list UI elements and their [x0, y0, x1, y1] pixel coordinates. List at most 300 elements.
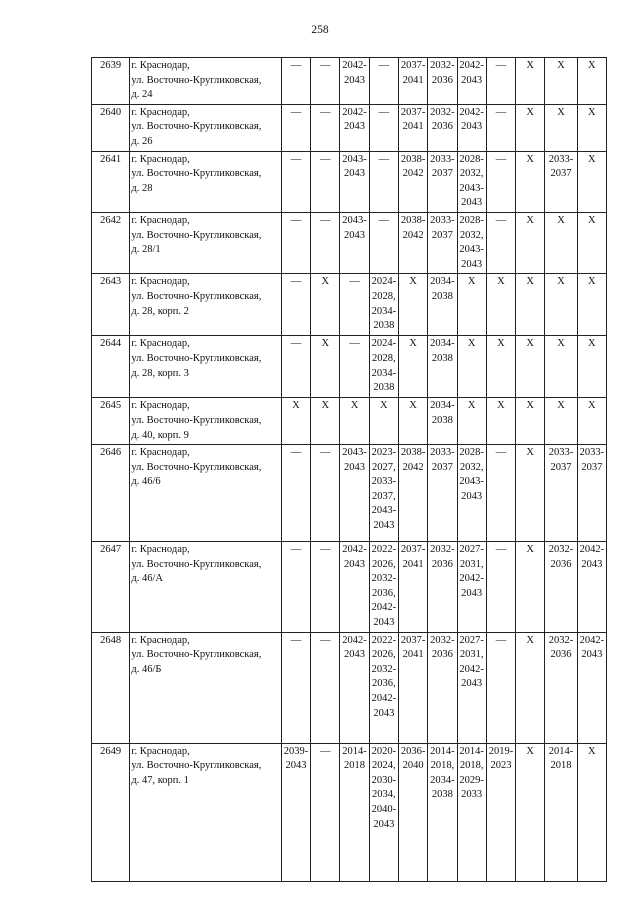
- period-cell: [281, 336, 310, 398]
- period-cell: [398, 542, 427, 633]
- period-cell: [577, 632, 606, 743]
- period-line: 2040: [402, 760, 424, 772]
- period-line: 2033-: [371, 476, 397, 488]
- period-line: X: [292, 400, 300, 412]
- period-line: —: [378, 214, 390, 226]
- address-line: г. Краснодар,: [131, 745, 190, 757]
- address-line: ул. Восточно-Кругликовская,: [131, 229, 262, 241]
- period-cell: [340, 274, 369, 336]
- period-cell: [281, 743, 310, 881]
- period-line: 2033-: [430, 153, 455, 165]
- period-cell: [486, 743, 515, 881]
- period-cell: [428, 274, 457, 336]
- period-line: 2038-: [400, 447, 426, 459]
- period-line: 2014-: [459, 745, 484, 757]
- period-cell: [516, 445, 545, 542]
- period-cell: [340, 151, 369, 212]
- period-line: —: [495, 60, 507, 71]
- period-line: 2028,: [372, 352, 396, 364]
- period-line: —: [290, 447, 302, 459]
- period-line: 2043: [461, 587, 483, 599]
- period-cell: [311, 398, 340, 445]
- period-cell: [516, 104, 545, 151]
- period-line: 2037-: [400, 60, 426, 71]
- period-line: 2043: [373, 520, 395, 532]
- table-row: [92, 398, 607, 445]
- period-line: 2029-: [459, 774, 484, 786]
- address-line: д. 26: [131, 135, 153, 147]
- period-line: 2031,: [459, 649, 484, 661]
- period-cell: [398, 632, 427, 743]
- period-line: 2043: [344, 74, 366, 86]
- period-line: X: [588, 338, 596, 350]
- period-line: 2032-: [430, 60, 455, 71]
- period-cell: [577, 445, 606, 542]
- period-line: 2043: [344, 121, 366, 133]
- period-cell: [457, 274, 486, 336]
- address-line: д. 47, корп. 1: [131, 774, 189, 786]
- period-cell: [369, 632, 398, 743]
- period-cell: [516, 336, 545, 398]
- period-line: —: [349, 338, 360, 350]
- period-line: 2037: [431, 168, 453, 180]
- address-line: ул. Восточно-Кругликовская,: [131, 461, 262, 473]
- period-cell: [486, 212, 515, 273]
- period-line: X: [409, 338, 417, 350]
- period-line: 2043: [581, 649, 603, 661]
- period-line: X: [588, 214, 596, 226]
- period-line: X: [526, 745, 535, 757]
- address-cell: [130, 151, 281, 212]
- period-line: 2028-: [459, 153, 484, 165]
- period-cell: [486, 398, 515, 445]
- address-line: ул. Восточно-Кругликовская,: [131, 760, 262, 772]
- period-line: —: [378, 60, 390, 71]
- period-line: 2042-: [579, 544, 605, 556]
- period-cell: [398, 212, 427, 273]
- period-line: 2032,: [459, 168, 484, 180]
- period-cell: [516, 151, 545, 212]
- period-line: 2033: [461, 789, 483, 801]
- period-line: 2038: [373, 382, 395, 394]
- period-line: 2042-: [342, 60, 367, 71]
- period-cell: [311, 104, 340, 151]
- period-cell: [428, 336, 457, 398]
- row-number: 2641: [92, 151, 130, 212]
- period-line: 2036-: [400, 745, 426, 757]
- period-line: X: [526, 153, 535, 165]
- period-cell: [398, 151, 427, 212]
- period-line: 2038-: [400, 214, 426, 226]
- address-cell: [130, 632, 281, 743]
- period-line: 2043-: [342, 447, 367, 459]
- period-cell: [281, 104, 310, 151]
- period-line: —: [290, 544, 302, 556]
- period-line: X: [380, 400, 388, 412]
- period-cell: [577, 151, 606, 212]
- period-cell: [428, 542, 457, 633]
- period-line: 2043: [461, 258, 483, 270]
- period-line: X: [526, 60, 535, 71]
- period-cell: [577, 212, 606, 273]
- period-line: 2043: [344, 168, 366, 180]
- address-line: д. 40, корп. 9: [131, 429, 189, 441]
- row-number: 2647: [92, 542, 130, 633]
- period-cell: [369, 274, 398, 336]
- address-line: д. 28/1: [131, 244, 161, 256]
- period-line: 2027,: [372, 461, 396, 473]
- period-cell: [398, 445, 427, 542]
- period-line: X: [526, 400, 535, 412]
- period-cell: [340, 398, 369, 445]
- period-line: 2037-: [400, 106, 426, 118]
- period-cell: [457, 632, 486, 743]
- period-cell: [281, 542, 310, 633]
- address-line: д. 46/А: [131, 573, 163, 585]
- period-cell: [428, 212, 457, 273]
- period-line: X: [321, 338, 330, 350]
- address-line: г. Краснодар,: [131, 106, 190, 118]
- period-line: 2022-: [371, 634, 397, 646]
- row-number: 2639: [92, 58, 130, 105]
- period-line: 2043: [373, 707, 395, 719]
- page-number: 258: [311, 24, 329, 36]
- period-line: X: [409, 400, 417, 412]
- address-line: д. 46/Б: [131, 663, 162, 675]
- address-line: ул. Восточно-Кругликовская,: [131, 121, 262, 133]
- period-cell: [457, 743, 486, 881]
- period-line: —: [495, 634, 507, 646]
- period-cell: [340, 212, 369, 273]
- address-line: д. 46/6: [131, 476, 161, 488]
- period-line: —: [320, 544, 331, 556]
- period-line: 2043-: [459, 244, 484, 256]
- period-line: 2023-: [371, 447, 397, 459]
- period-line: 2043-: [371, 505, 397, 517]
- period-cell: [340, 104, 369, 151]
- period-cell: [577, 336, 606, 398]
- period-line: 2043: [461, 678, 483, 690]
- period-line: 2042-: [579, 634, 605, 646]
- table-row: [92, 104, 607, 151]
- period-cell: [545, 336, 577, 398]
- period-cell: [457, 151, 486, 212]
- period-cell: [545, 104, 577, 151]
- address-cell: [130, 445, 281, 542]
- row-number: 2648: [92, 632, 130, 743]
- period-line: 2043: [344, 558, 366, 570]
- period-line: 2042-: [371, 602, 397, 614]
- period-line: 2032,: [459, 461, 484, 473]
- period-line: 2024-: [371, 338, 397, 350]
- period-cell: [516, 632, 545, 743]
- period-line: 2036: [431, 74, 453, 86]
- period-line: 2026,: [372, 558, 396, 570]
- address-line: г. Краснодар,: [131, 276, 190, 288]
- period-cell: [577, 58, 606, 105]
- address-line: ул. Восточно-Кругликовская,: [131, 414, 262, 426]
- period-cell: [545, 542, 577, 633]
- period-line: 2041: [402, 558, 424, 570]
- address-line: г. Краснодар,: [131, 400, 190, 412]
- period-cell: [311, 445, 340, 542]
- address-cell: [130, 58, 281, 105]
- period-line: —: [320, 634, 331, 646]
- period-cell: [577, 274, 606, 336]
- address-line: г. Краснодар,: [131, 214, 190, 226]
- period-cell: [369, 445, 398, 542]
- period-cell: [486, 274, 515, 336]
- address-line: г. Краснодар,: [131, 153, 190, 165]
- table-row: [92, 632, 607, 743]
- period-line: 2034-: [430, 338, 455, 350]
- period-cell: [457, 212, 486, 273]
- period-cell: [516, 212, 545, 273]
- period-line: 2042: [402, 168, 424, 180]
- period-line: 2043: [461, 197, 483, 209]
- period-line: 2041: [402, 74, 424, 86]
- period-line: 2032-: [371, 573, 397, 585]
- period-line: —: [320, 447, 331, 459]
- period-cell: [457, 336, 486, 398]
- period-line: X: [497, 400, 505, 412]
- period-cell: [340, 445, 369, 542]
- period-line: 2037-: [400, 634, 426, 646]
- period-cell: [369, 58, 398, 105]
- period-cell: [369, 212, 398, 273]
- period-line: X: [588, 400, 596, 412]
- period-line: —: [290, 634, 302, 646]
- period-cell: [428, 743, 457, 881]
- period-line: X: [467, 400, 476, 412]
- period-line: 2036: [550, 558, 572, 570]
- period-line: —: [290, 106, 302, 118]
- period-line: 2038: [373, 320, 395, 332]
- period-line: —: [290, 153, 302, 165]
- period-line: 2036: [550, 649, 572, 661]
- period-line: 2018: [550, 760, 572, 772]
- period-cell: [516, 58, 545, 105]
- period-line: —: [378, 106, 390, 118]
- period-cell: [486, 445, 515, 542]
- row-number: 2640: [92, 104, 130, 151]
- period-line: 2034-: [371, 305, 397, 317]
- period-line: X: [557, 60, 565, 71]
- period-line: X: [526, 544, 535, 556]
- period-line: 2042-: [342, 544, 367, 556]
- period-cell: [369, 151, 398, 212]
- period-line: 2042-: [459, 663, 484, 675]
- period-cell: [486, 151, 515, 212]
- period-line: 2043-: [459, 476, 484, 488]
- period-line: X: [557, 338, 565, 350]
- period-cell: [545, 212, 577, 273]
- period-line: 2034-: [430, 276, 455, 288]
- period-cell: [545, 632, 577, 743]
- period-line: 2038: [431, 290, 453, 302]
- period-line: 2043: [344, 649, 366, 661]
- period-cell: [340, 632, 369, 743]
- period-line: —: [495, 447, 507, 459]
- period-cell: [545, 445, 577, 542]
- address-line: ул. Восточно-Кругликовская,: [131, 352, 262, 364]
- period-line: 2036: [431, 558, 453, 570]
- period-line: —: [290, 276, 302, 288]
- period-cell: [516, 743, 545, 881]
- period-cell: [428, 151, 457, 212]
- period-line: X: [557, 214, 565, 226]
- period-cell: [486, 58, 515, 105]
- period-line: 2034-: [371, 367, 397, 379]
- period-line: 2031,: [459, 558, 484, 570]
- period-line: X: [588, 153, 596, 165]
- address-line: г. Краснодар,: [131, 60, 190, 71]
- period-line: 2032-: [430, 634, 455, 646]
- period-cell: [369, 398, 398, 445]
- table-row: [92, 58, 607, 105]
- address-line: г. Краснодар,: [131, 544, 190, 556]
- period-cell: [577, 542, 606, 633]
- period-line: 2032,: [459, 229, 484, 241]
- period-line: 2043: [373, 617, 395, 629]
- period-line: 2018: [344, 760, 366, 772]
- period-cell: [577, 398, 606, 445]
- period-cell: [516, 274, 545, 336]
- period-line: 2033-: [548, 447, 574, 459]
- period-cell: [577, 743, 606, 881]
- period-line: 2030-: [371, 774, 397, 786]
- period-line: X: [526, 338, 535, 350]
- period-line: 2038: [431, 789, 453, 801]
- period-line: 2033-: [430, 447, 455, 459]
- period-cell: [340, 58, 369, 105]
- period-cell: [516, 398, 545, 445]
- period-line: —: [320, 745, 331, 757]
- period-cell: [369, 336, 398, 398]
- period-line: X: [526, 447, 535, 459]
- period-cell: [340, 542, 369, 633]
- period-cell: [369, 743, 398, 881]
- period-line: 2037: [550, 461, 572, 473]
- period-line: —: [349, 276, 360, 288]
- period-line: 2036,: [372, 678, 396, 690]
- period-line: 2032-: [548, 634, 574, 646]
- period-line: X: [350, 400, 359, 412]
- period-cell: [398, 104, 427, 151]
- row-number: 2649: [92, 743, 130, 881]
- period-line: 2032-: [371, 663, 397, 675]
- period-cell: [545, 743, 577, 881]
- period-line: X: [557, 106, 565, 118]
- address-line: г. Краснодар,: [131, 634, 190, 646]
- period-cell: [311, 632, 340, 743]
- address-cell: [130, 336, 281, 398]
- period-cell: [545, 398, 577, 445]
- period-line: 2043: [581, 558, 603, 570]
- table-row: [92, 445, 607, 542]
- address-line: ул. Восточно-Кругликовская,: [131, 74, 262, 86]
- period-line: 2042-: [459, 106, 484, 118]
- row-number: 2644: [92, 336, 130, 398]
- period-line: —: [495, 214, 507, 226]
- period-cell: [428, 445, 457, 542]
- period-cell: [428, 632, 457, 743]
- period-line: 2033-: [579, 447, 605, 459]
- period-line: 2028-: [459, 214, 484, 226]
- table-row: [92, 212, 607, 273]
- table-row: [92, 542, 607, 633]
- period-line: 2032-: [430, 544, 455, 556]
- period-cell: [281, 212, 310, 273]
- period-line: 2033-: [548, 153, 574, 165]
- period-line: X: [526, 214, 535, 226]
- period-cell: [398, 398, 427, 445]
- period-cell: [281, 398, 310, 445]
- period-cell: [340, 743, 369, 881]
- period-line: 2023: [490, 760, 512, 772]
- period-cell: [545, 151, 577, 212]
- period-line: 2034-: [430, 400, 455, 412]
- period-line: 2038: [431, 414, 453, 426]
- period-line: 2026,: [372, 649, 396, 661]
- period-line: X: [321, 400, 330, 412]
- period-cell: [281, 151, 310, 212]
- period-line: 2014-: [548, 745, 574, 757]
- period-line: 2024-: [371, 276, 397, 288]
- period-cell: [281, 58, 310, 105]
- period-cell: [311, 212, 340, 273]
- period-line: 2037: [581, 461, 603, 473]
- period-line: 2018,: [430, 760, 455, 772]
- period-line: —: [495, 544, 507, 556]
- period-cell: [369, 542, 398, 633]
- period-cell: [398, 743, 427, 881]
- period-cell: [486, 542, 515, 633]
- period-cell: [457, 104, 486, 151]
- period-cell: [545, 274, 577, 336]
- period-cell: [457, 398, 486, 445]
- period-line: —: [320, 153, 331, 165]
- period-line: 2033-: [430, 214, 455, 226]
- period-line: X: [557, 276, 565, 288]
- period-line: 2014-: [430, 745, 455, 757]
- period-line: 2036: [431, 649, 453, 661]
- address-line: г. Краснодар,: [131, 338, 190, 350]
- address-line: ул. Восточно-Кругликовская,: [131, 558, 262, 570]
- period-line: 2041: [402, 121, 424, 133]
- period-line: —: [290, 60, 302, 71]
- period-line: 2020-: [371, 745, 397, 757]
- period-cell: [457, 445, 486, 542]
- period-line: 2027-: [459, 634, 484, 646]
- period-cell: [516, 542, 545, 633]
- period-line: 2041: [402, 649, 424, 661]
- period-line: 2018,: [459, 760, 484, 772]
- period-line: 2028,: [372, 290, 396, 302]
- address-line: д. 28: [131, 182, 153, 194]
- period-cell: [486, 632, 515, 743]
- period-line: X: [526, 276, 535, 288]
- address-line: ул. Восточно-Кругликовская,: [131, 290, 262, 302]
- period-line: 2043-: [342, 214, 367, 226]
- address-cell: [130, 743, 281, 881]
- period-line: 2043: [285, 760, 307, 772]
- period-line: X: [588, 276, 596, 288]
- period-line: 2043: [344, 461, 366, 473]
- period-cell: [428, 104, 457, 151]
- period-line: X: [497, 276, 505, 288]
- period-cell: [577, 104, 606, 151]
